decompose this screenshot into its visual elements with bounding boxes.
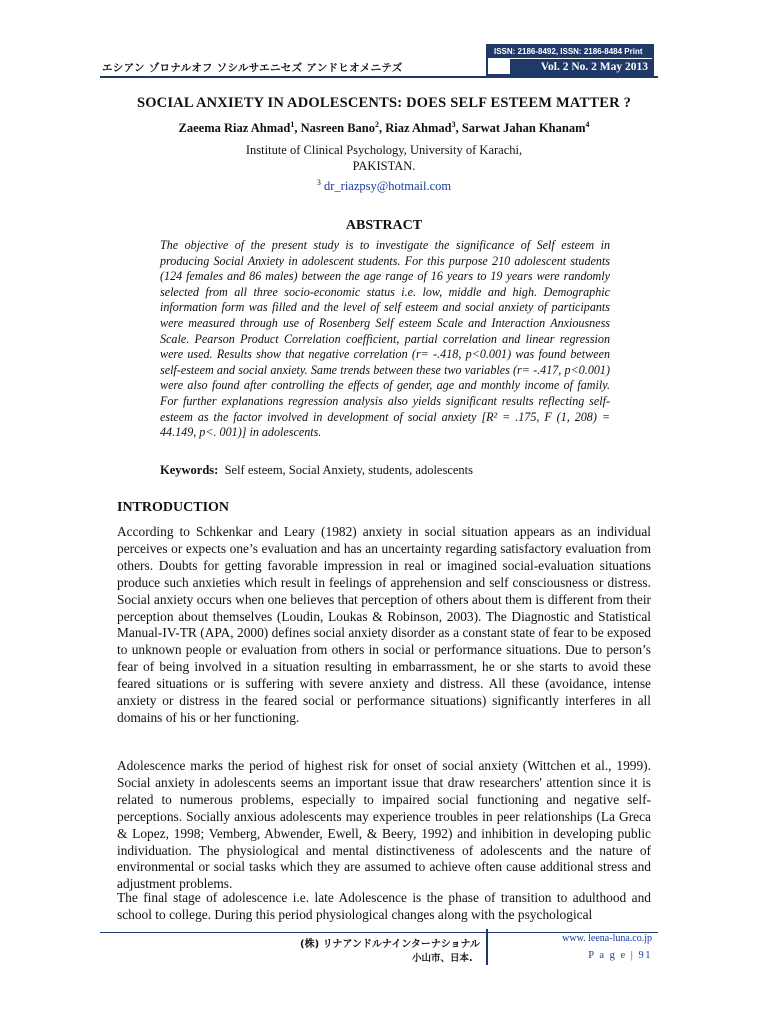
keywords-label: Keywords: [160, 463, 219, 477]
author-mark: 4 [585, 120, 590, 129]
journal-name-jp: エシアン ゾロナルオフ ソシルサエニセズ アンドヒオメニテズ [102, 62, 403, 74]
publisher-url[interactable]: www. leena-luna.co.jp [562, 933, 652, 944]
affiliation-line: Institute of Clinical Psychology, University of Karachi, [245, 143, 523, 157]
author-name: Sarwat Jahan Khanam [461, 121, 586, 136]
affiliation [0, 142, 768, 174]
body-paragraph: The final stage of adolescence i.e. late Adolescence is the phase of transition to adulthood and school to college. During this period physiological changes along with the psychological [117, 890, 651, 922]
keywords [160, 463, 620, 478]
keywords-list: Self esteem, Social Anxiety, students, adolescents [224, 463, 474, 477]
author-name: Zaeema Riaz Ahmad [178, 121, 291, 136]
email-link[interactable]: dr_riazpsy@hotmail.com [324, 179, 452, 194]
issn-text: ISSN: 2186-8492, ISSN: 2186-8484 Print [488, 46, 652, 58]
footer-box [486, 929, 658, 965]
section-heading-introduction: INTRODUCTION [117, 500, 230, 515]
author-mark: 2 [375, 120, 380, 129]
header-rule [100, 76, 658, 78]
abstract-text: The objective of the present study is to investigate the significance of Self esteem in producing Social Anxiety in adolescent students. For this purpose 210 adolescent students (124 females and 86 males) between the age range of 16 years to 19 years were randomly selected from all three socio-economic status i.e. low, middle and high. Demographic information form was filled and the level of self esteem and social anxiety of participants were measured through use of Rosenberg Self esteem Scale and Interaction Anxiousness Scale. Pearson Product Correlation coefficient, partial correlation and linear regression were used. Results show that negative correlation (r= -.418, p<0.001) was found between self-esteem and social anxiety. Same trends between these two variables (r= -.417, p<0.001) were also found after controlling the effects of gender, age and monthly income of family. For further explanations regression analysis also yields significant results reflecting self-esteem as the factor involved in development of social anxiety [R² = .175, F (1, 208) = 44.149, p<. 001)] in adolescents. [160, 238, 610, 440]
publisher-location-jp: 小山市、日本. [412, 953, 473, 964]
page-number: P a g e | 91 [588, 950, 652, 961]
body-paragraph: Adolescence marks the period of highest risk for onset of social anxiety (Wittchen et al., 1999). Social anxiety in adolescents seems an important issue that draw researchers' attention since it is related to numerous problems, especially to impaired social functioning and negative self-perceptions. Socially anxious adolescents may experience troubles in peer relationships (La Greca & Lopez, 1998; Vemberg, Abwender, Ewell, & Beery, 1992) and inhibition in developing public individuation. The physiological and mental distinctiveness of adolescents and the nature of environmental or social tasks which they are assumed to achieve often cause additional stress and adjustment problems. [117, 758, 651, 892]
affiliation-country: PAKISTAN. [352, 159, 416, 173]
author-list: Zaeema Riaz Ahmad$^1$, Nasreen Bano$^2$, Riaz Ahmad$^3$, Sarwat Jahan Khanam$^4$ [178, 120, 590, 136]
publisher-name-jp: (株) リナアンドルナインターナショナル [300, 939, 481, 950]
abstract-heading: ABSTRACT [345, 218, 423, 233]
author-name: Nasreen Bano [300, 121, 376, 136]
paper-title: SOCIAL ANXIETY IN ADOLESCENTS: DOES SELF ESTEEM MATTER ? [136, 95, 632, 111]
issn-volume-box [486, 44, 654, 76]
email-mark: 3 [316, 178, 321, 187]
author-name: Riaz Ahmad [385, 121, 452, 136]
author-mark: 1 [290, 120, 295, 129]
volume-label: Vol. 2 No. 2 May 2013 [510, 59, 652, 76]
contact-email [0, 178, 768, 194]
author-mark: 3 [451, 120, 456, 129]
body-paragraph: According to Schkenkar and Leary (1982) anxiety in social situation appears as an individual perceives or expects one’s evaluation and has an uncertainty regarding satisfactory evaluation from others. Doubts for getting favorable impression in real or imagined social-evaluation situations produce such anxieties which result in feelings of apprehension and self consciousness or distress. Social anxiety occurs when one believes that perception of others about them is different from their perception about themselves (Loudin, Loukas & Robinson, 2003). The Diagnostic and Statistical Manual-IV-TR (APA, 2000) defines social anxiety disorder as a constant state of fear to be exposed to unknown people or evaluation from others in social or performance situations. Due to person’s fear of being involved in a situation resulting in embarrassment, he or she starts to avoid these feared situations or is suffering with severe anxiety and distress. All these (avoidance, intense anxiety or distress in the feared social or performance situations) significantly interferes in all domains of his or her functioning. [117, 524, 651, 725]
